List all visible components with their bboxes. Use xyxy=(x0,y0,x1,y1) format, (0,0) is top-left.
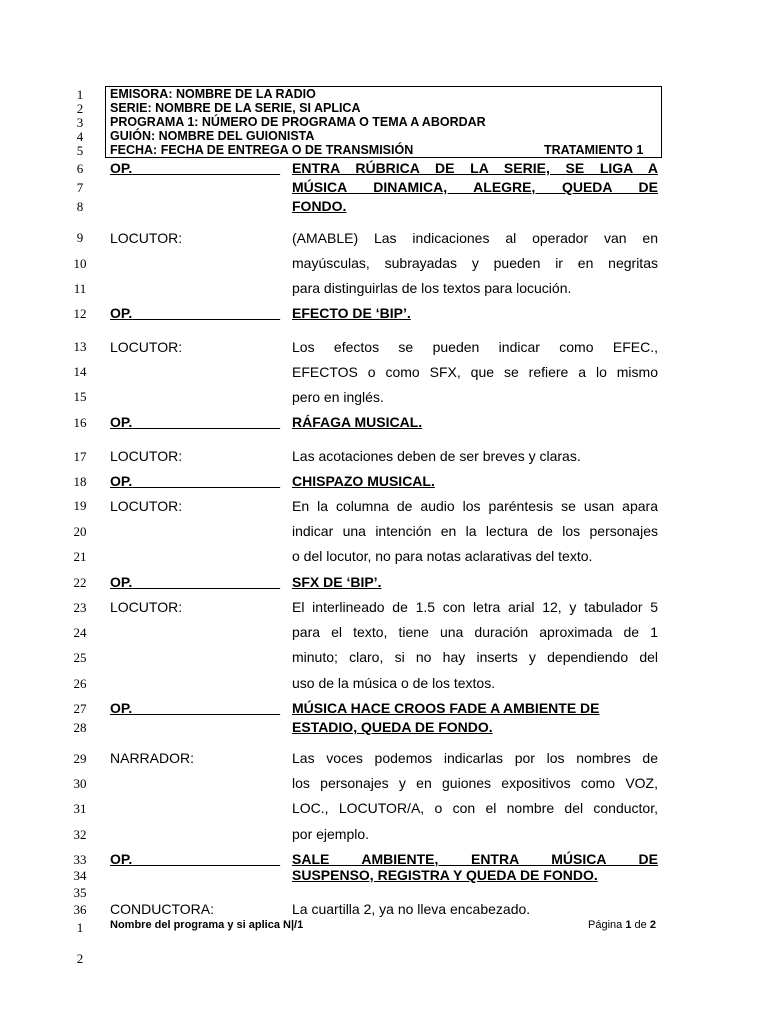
cue-op: OP. xyxy=(110,160,133,176)
line-number: 12 xyxy=(73,306,87,321)
direction-text: RÁFAGA MUSICAL. xyxy=(292,414,423,430)
page-of: de xyxy=(634,919,647,931)
line-number: 11 xyxy=(73,281,87,296)
line-number: 33 xyxy=(73,852,87,867)
line-number: 6 xyxy=(76,161,84,176)
dialogue-text: Las voces podemos indicarlas por los nombres de xyxy=(292,750,658,766)
page-total: 2 xyxy=(649,919,656,931)
cue-speaker: LOCUTOR: xyxy=(110,448,183,464)
line-number: 29 xyxy=(73,751,87,766)
dialogue-text: LOC., LOCUTOR/A, o con el nombre del conductor, xyxy=(292,800,658,816)
line-number: 1 xyxy=(76,87,84,102)
direction-text: SFX DE ‘BIP’. xyxy=(292,574,382,590)
dialogue-text: los personajes y en guiones expositivos como VOZ, xyxy=(292,775,658,791)
line-number: 23 xyxy=(73,600,87,615)
line-number: 10 xyxy=(73,256,87,271)
line-number: 36 xyxy=(73,902,87,917)
cue-op: OP. xyxy=(110,851,133,867)
footer-program-name: Nombre del programa y si aplica N|/1 xyxy=(110,919,304,931)
dialogue-text: minuto; claro, si no hay inserts y dependiendo del xyxy=(292,649,658,665)
dialogue-text: o del locutor, no para notas aclarativas del texto. xyxy=(292,548,593,564)
header-station: EMISORA: NOMBRE DE LA RADIO xyxy=(110,87,316,101)
dialogue-text: Los efectos se pueden indicar como EFEC., xyxy=(292,339,658,355)
dialogue-text: para distinguirlas de los textos para locución. xyxy=(292,280,572,296)
page-current: 1 xyxy=(625,919,632,931)
header-treatment: TRATAMIENTO 1 xyxy=(544,143,644,157)
cue-speaker: LOCUTOR: xyxy=(110,599,183,615)
line-number: 26 xyxy=(73,676,87,691)
cue-speaker: LOCUTOR: xyxy=(110,230,183,246)
cue-speaker: CONDUCTORA: xyxy=(110,901,214,917)
header-program: PROGRAMA 1: NÚMERO DE PROGRAMA O TEMA A ABORDAR xyxy=(110,115,486,129)
dialogue-text: Las acotaciones deben de ser breves y claras. xyxy=(292,448,581,464)
line-number: 15 xyxy=(73,389,87,404)
cue-speaker: NARRADOR: xyxy=(110,750,195,766)
line-number: 9 xyxy=(76,230,84,245)
line-number: 31 xyxy=(73,801,87,816)
cue-op: OP. xyxy=(110,574,133,590)
direction-text: MÚSICA DINAMICA, ALEGRE, QUEDA DE xyxy=(292,179,658,195)
dialogue-text: uso de la música o de los textos. xyxy=(292,675,496,691)
direction-text: FONDO. xyxy=(292,198,347,214)
line-number: 19 xyxy=(73,498,87,513)
line-number: 13 xyxy=(73,339,87,354)
direction-text: ENTRA RÚBRICA DE LA SERIE, SE LIGA A xyxy=(292,160,658,176)
line-number: 2 xyxy=(76,101,84,116)
page-indicator xyxy=(588,919,656,931)
line-number: 17 xyxy=(73,449,87,464)
line-number: 3 xyxy=(76,115,84,130)
direction-text: EFECTO DE ‘BIP’. xyxy=(292,305,411,321)
cue-op: OP. xyxy=(110,305,133,321)
line-number: 30 xyxy=(73,776,87,791)
header-series: SERIE: NOMBRE DE LA SERIE, SI APLICA xyxy=(110,101,361,115)
dialogue-text: EFECTOS o como SFX, que se refiere a lo mismo xyxy=(292,364,658,380)
cue-op: OP. xyxy=(110,473,133,489)
dialogue-text: para el texto, tiene una duración aproximada de 1 xyxy=(292,624,658,640)
cue-op: OP. xyxy=(110,414,133,430)
line-number: 21 xyxy=(73,549,87,564)
line-number: 1 xyxy=(76,920,84,935)
direction-text: ESTADIO, QUEDA DE FONDO. xyxy=(292,719,493,735)
line-number: 28 xyxy=(73,720,87,735)
header-date: FECHA: FECHA DE ENTREGA O DE TRANSMISIÓN xyxy=(110,143,414,157)
line-number: 5 xyxy=(76,143,84,158)
cue-speaker: LOCUTOR: xyxy=(110,498,183,514)
dialogue-text: mayúsculas, subrayadas y pueden ir en negritas xyxy=(292,255,658,271)
dialogue-text: (AMABLE) Las indicaciones al operador van en xyxy=(292,230,658,246)
line-number: 8 xyxy=(76,199,84,214)
line-number: 16 xyxy=(73,415,87,430)
dialogue-text: La cuartilla 2, ya no lleva encabezado. xyxy=(292,901,531,917)
dialogue-text: El interlineado de 1.5 con letra arial 12, y tabulador 5 xyxy=(292,599,658,615)
page-label: Página xyxy=(588,919,623,931)
header-writer: GUIÓN: NOMBRE DEL GUIONISTA xyxy=(110,129,315,143)
line-number: 32 xyxy=(73,827,87,842)
line-number: 24 xyxy=(73,625,87,640)
direction-text: SALE AMBIENTE, ENTRA MÚSICA DE xyxy=(292,851,658,867)
line-number: 35 xyxy=(73,885,87,900)
direction-text: CHISPAZO MUSICAL. xyxy=(292,473,435,489)
line-number: 22 xyxy=(73,575,87,590)
direction-text: SUSPENSO, REGISTRA Y QUEDA DE FONDO. xyxy=(292,867,598,883)
line-number: 7 xyxy=(76,180,84,195)
dialogue-text: por ejemplo. xyxy=(292,826,370,842)
dialogue-text: pero en inglés. xyxy=(292,389,384,405)
line-number: 27 xyxy=(73,701,87,716)
line-number: 4 xyxy=(76,129,84,144)
line-number: 2 xyxy=(76,951,84,966)
line-number: 20 xyxy=(73,524,87,539)
line-number: 14 xyxy=(73,364,87,379)
dialogue-text: En la columna de audio los paréntesis se usan apara xyxy=(292,498,658,514)
cue-op: OP. xyxy=(110,700,133,716)
line-number: 18 xyxy=(73,474,87,489)
line-number: 25 xyxy=(73,650,87,665)
direction-text: MÚSICA HACE CROOS FADE A AMBIENTE DE xyxy=(292,700,600,716)
cue-speaker: LOCUTOR: xyxy=(110,339,183,355)
dialogue-text: indicar una intención en la lectura de los personajes xyxy=(292,523,658,539)
line-number: 34 xyxy=(73,868,87,883)
